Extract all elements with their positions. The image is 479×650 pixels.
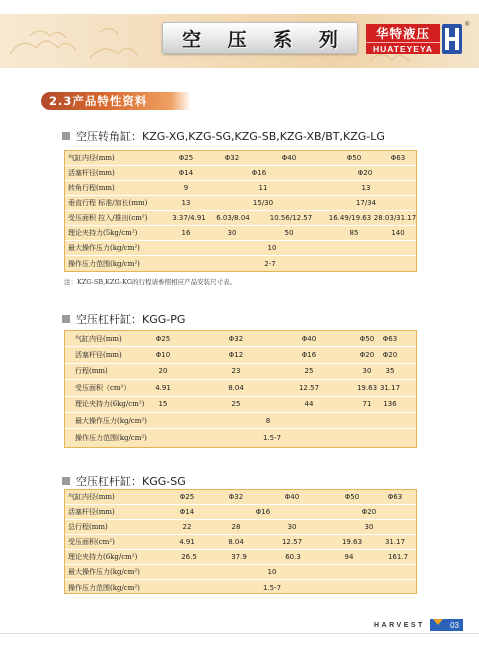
table-cell: Φ32	[224, 154, 240, 162]
table-cell: 3.37/4.91	[172, 214, 206, 222]
table-row	[65, 256, 416, 271]
row-label: 理论夹持力(5kg/cm²)	[68, 229, 138, 237]
table-cell: 50	[284, 229, 294, 237]
table-cell: 8.04	[228, 383, 244, 392]
table-cell: 12.57	[298, 383, 320, 392]
table-cell: Φ50	[359, 334, 375, 343]
table-cell: Φ14	[178, 169, 194, 177]
row-label: 最大操作压力(kg/cm²)	[68, 568, 140, 576]
table-cell: 35	[385, 367, 395, 376]
row-label: 气缸内径(mm)	[68, 154, 115, 162]
table-cell: Φ50	[344, 493, 360, 501]
table-cell: Φ20	[357, 169, 373, 177]
table-row	[65, 241, 416, 256]
table-cell: 17/34	[355, 199, 377, 207]
table-cell: Φ40	[284, 493, 300, 501]
table-cell: Φ10	[155, 351, 171, 360]
table-cell: 94	[344, 553, 354, 561]
table-row	[65, 397, 416, 413]
table-cell: Φ63	[387, 493, 403, 501]
table-row	[65, 347, 416, 363]
table-cell: Φ16	[255, 508, 271, 516]
table-row	[65, 166, 416, 181]
table-cell: 16.49/19.63	[328, 214, 372, 222]
table-cell: 2-7	[264, 259, 276, 268]
table-cell: 12.57	[281, 538, 303, 546]
table3-spec-table	[64, 489, 417, 594]
row-label: 受压面积（cm²）	[75, 383, 131, 392]
row-label: 最大操作压力(kg/cm²)	[68, 244, 140, 252]
table1-spec-table	[64, 150, 417, 272]
row-label: 受压面积 拉入/推出(cm²)	[68, 214, 148, 222]
table-cell: 1.5-7	[262, 583, 282, 592]
table-cell: 15	[158, 400, 168, 409]
table-cell: 16	[181, 229, 191, 237]
table-cell: 10	[267, 244, 277, 252]
table-cell: 23	[231, 367, 241, 376]
table-row	[65, 151, 416, 166]
table-cell: 161.7	[387, 553, 409, 561]
row-label: 行程(mm)	[75, 367, 108, 376]
row-label: 垂直行程 标准/加长(mm)	[68, 199, 148, 207]
table-row	[65, 413, 416, 429]
table-cell: 13	[361, 184, 371, 192]
table-row	[65, 364, 416, 380]
row-label: 最大操作压力(kg/cm²)	[75, 416, 147, 425]
brand-name-cn: 华特液压	[366, 24, 440, 42]
row-label: 理论夹持力(6kg/cm²)	[68, 553, 138, 561]
table-cell: 9	[183, 184, 189, 192]
table-cell: 4.91	[179, 538, 195, 546]
table-row	[65, 520, 416, 535]
table1-heading	[62, 128, 385, 144]
row-label: 活塞杆径(mm)	[68, 508, 115, 516]
table-cell: 25	[304, 367, 314, 376]
row-label: 操作压力范围(kg/cm²)	[68, 259, 140, 268]
table-cell: 10.56/12.57	[269, 214, 313, 222]
table-row	[65, 226, 416, 241]
table-cell: Φ25	[179, 493, 195, 501]
table-cell: 31.17	[384, 538, 406, 546]
table-cell: 44	[304, 400, 314, 409]
table-row	[65, 331, 416, 347]
table3-heading	[62, 473, 186, 489]
table-cell: 37.9	[231, 553, 247, 561]
table-cell: Φ20	[359, 351, 375, 360]
table-cell: Φ40	[301, 334, 317, 343]
brand-name-en: HUATEYEYA	[366, 42, 440, 54]
row-label: 气缸内径(mm)	[68, 493, 115, 501]
table-cell: Φ20	[382, 351, 398, 360]
table-row	[65, 505, 416, 520]
table-cell: Φ32	[228, 334, 244, 343]
table-cell: 20	[158, 367, 168, 376]
row-label: 总行程(mm)	[68, 523, 108, 531]
triangle-marker-icon	[433, 619, 443, 625]
table-cell: 19.63	[341, 538, 363, 546]
row-label: 活塞杆径(mm)	[68, 169, 115, 177]
table-cell: 140	[391, 229, 405, 237]
row-label: 操作压力范围(kg/cm²)	[68, 583, 140, 592]
table-cell: 6.03/8.04	[216, 214, 250, 222]
table-row	[65, 211, 416, 226]
table-cell: Φ16	[251, 169, 267, 177]
bullet-square-icon	[62, 132, 70, 140]
table-row	[65, 550, 416, 565]
table-cell: 30	[227, 229, 237, 237]
table-cell: 85	[349, 229, 359, 237]
table-cell: Φ63	[382, 334, 398, 343]
table-cell: 60.3	[285, 553, 301, 561]
section-tab: 2.3产品特性资料	[41, 92, 171, 110]
table-cell: 31.17	[379, 383, 401, 392]
brand-logo	[366, 24, 462, 56]
table2-heading	[62, 311, 185, 327]
table-cell: 4.91	[155, 383, 171, 392]
row-label: 操作压力范围(kg/cm²)	[75, 433, 147, 442]
table-cell: Φ63	[390, 154, 406, 162]
page-number: 03	[450, 620, 459, 630]
table-cell: Φ12	[228, 351, 244, 360]
table-cell: 11	[258, 184, 268, 192]
row-label: 转角行程(mm)	[68, 184, 115, 192]
table-cell: 30	[362, 367, 372, 376]
table-cell: Φ16	[301, 351, 317, 360]
table1-heading-text: 空压转角缸：KZG-XG,KZG-SG,KZG-SB,KZG-XB/BT,KZG-LG	[76, 130, 385, 143]
table-cell: Φ25	[178, 154, 194, 162]
table-row	[65, 535, 416, 550]
table-cell: 25	[231, 400, 241, 409]
table-cell: 30	[287, 523, 297, 531]
table-cell: 13	[181, 199, 191, 207]
table-cell: Φ14	[179, 508, 195, 516]
table-row	[65, 196, 416, 211]
table-cell: 30	[364, 523, 374, 531]
table-cell: 71	[362, 400, 372, 409]
table-cell: 28	[231, 523, 241, 531]
table-cell: 8.04	[228, 538, 244, 546]
table-cell: 10	[267, 568, 277, 576]
table1-note: 注：KZG-SB,KZG-KG的行程请参照相应产品安装尺寸表。	[64, 278, 237, 286]
table-cell: 1.5-7	[262, 433, 282, 442]
table2-heading-text: 空压杠杆缸：KGG-PG	[76, 313, 186, 326]
page-title: 空 压 系 列	[182, 28, 348, 51]
table-cell: Φ20	[361, 508, 377, 516]
row-label: 理论夹持力(6kg/cm²)	[75, 400, 145, 409]
table-cell: 8	[265, 416, 271, 425]
registered-mark: ®	[465, 22, 470, 28]
footer-brand: HARVEST	[374, 622, 425, 629]
table2-spec-table	[64, 330, 417, 448]
table-cell: 15/30	[252, 199, 274, 207]
table-row	[65, 490, 416, 505]
row-label: 活塞杆径(mm)	[75, 351, 122, 360]
page-header	[0, 0, 479, 74]
page-title-bar	[162, 22, 358, 54]
table-row	[65, 181, 416, 196]
table-row	[65, 580, 416, 595]
table-cell: 19.63	[356, 383, 378, 392]
table-cell: Φ25	[155, 334, 171, 343]
table-cell: 22	[182, 523, 192, 531]
table-cell: Φ50	[346, 154, 362, 162]
table-cell: Φ32	[228, 493, 244, 501]
table3-heading-text: 空压杠杆缸：KGG-SG	[76, 475, 186, 488]
table-cell: 136	[383, 400, 397, 409]
row-label: 气缸内径(mm)	[75, 334, 122, 343]
table-row	[65, 429, 416, 445]
table-cell: 28.03/31.17	[373, 214, 417, 222]
row-label: 受压面积(cm²)	[68, 538, 115, 546]
table-cell: 26.5	[181, 553, 197, 561]
footer-divider	[0, 633, 479, 634]
table-cell: Φ40	[281, 154, 297, 162]
bullet-square-icon	[62, 477, 70, 485]
table-row	[65, 565, 416, 580]
brand-mark-icon	[442, 24, 462, 54]
table-row	[65, 380, 416, 396]
bullet-square-icon	[62, 315, 70, 323]
